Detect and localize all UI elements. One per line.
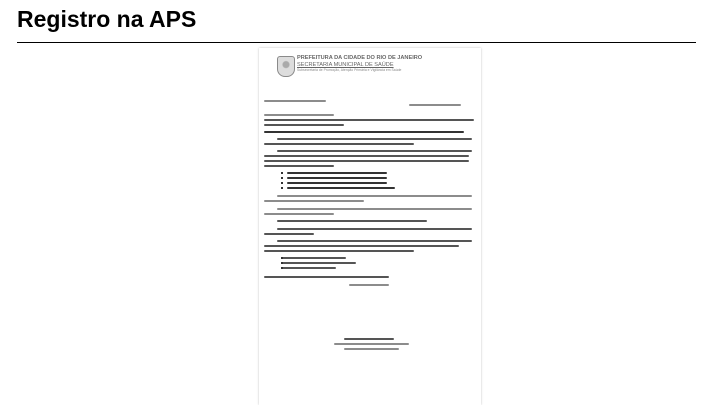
text-line [264, 213, 334, 215]
text-line [264, 233, 314, 235]
text-line [277, 240, 472, 242]
text-line [344, 348, 399, 350]
text-line [264, 119, 474, 121]
bullet-icon [281, 187, 283, 189]
text-line [264, 124, 344, 126]
scanned-document [259, 48, 481, 405]
bullet-icon [281, 172, 283, 174]
text-line [264, 200, 364, 202]
text-line [264, 155, 469, 157]
bullet-icon [281, 262, 283, 264]
text-line [344, 338, 394, 340]
bullet-icon [281, 267, 283, 269]
text-line [281, 267, 336, 269]
text-line [264, 131, 464, 133]
text-line [334, 343, 409, 345]
text-line [409, 104, 461, 106]
text-line [277, 228, 472, 230]
text-line [277, 150, 472, 152]
text-line [349, 284, 389, 286]
text-line [277, 208, 472, 210]
text-line [264, 100, 326, 102]
text-line [277, 138, 472, 140]
text-line [264, 114, 334, 116]
text-line [264, 160, 469, 162]
slide-title: Registro na APS [17, 6, 197, 32]
text-line [277, 195, 472, 197]
text-line [287, 177, 387, 179]
bullet-icon [281, 177, 283, 179]
text-line [287, 182, 387, 184]
text-line [264, 250, 414, 252]
bullet-icon [281, 257, 283, 259]
document-letterhead [297, 55, 477, 73]
text-line [287, 187, 395, 189]
org-department: Subsecretaria de Promoção, Atenção Primária e Vigilância em Saúde [297, 68, 402, 72]
text-line [264, 165, 334, 167]
text-line [264, 276, 389, 278]
title-divider [17, 42, 696, 43]
text-line [287, 172, 387, 174]
bullet-icon [281, 182, 283, 184]
org-subtitle: SECRETARIA MUNICIPAL DE SAÚDE [297, 61, 394, 68]
text-line [264, 143, 414, 145]
org-name: PREFEITURA DA CIDADE DO RIO DE JANEIRO [297, 55, 423, 61]
text-line [264, 245, 459, 247]
text-line [281, 262, 356, 264]
text-line [277, 220, 427, 222]
city-crest-icon [277, 56, 295, 77]
text-line [281, 257, 346, 259]
